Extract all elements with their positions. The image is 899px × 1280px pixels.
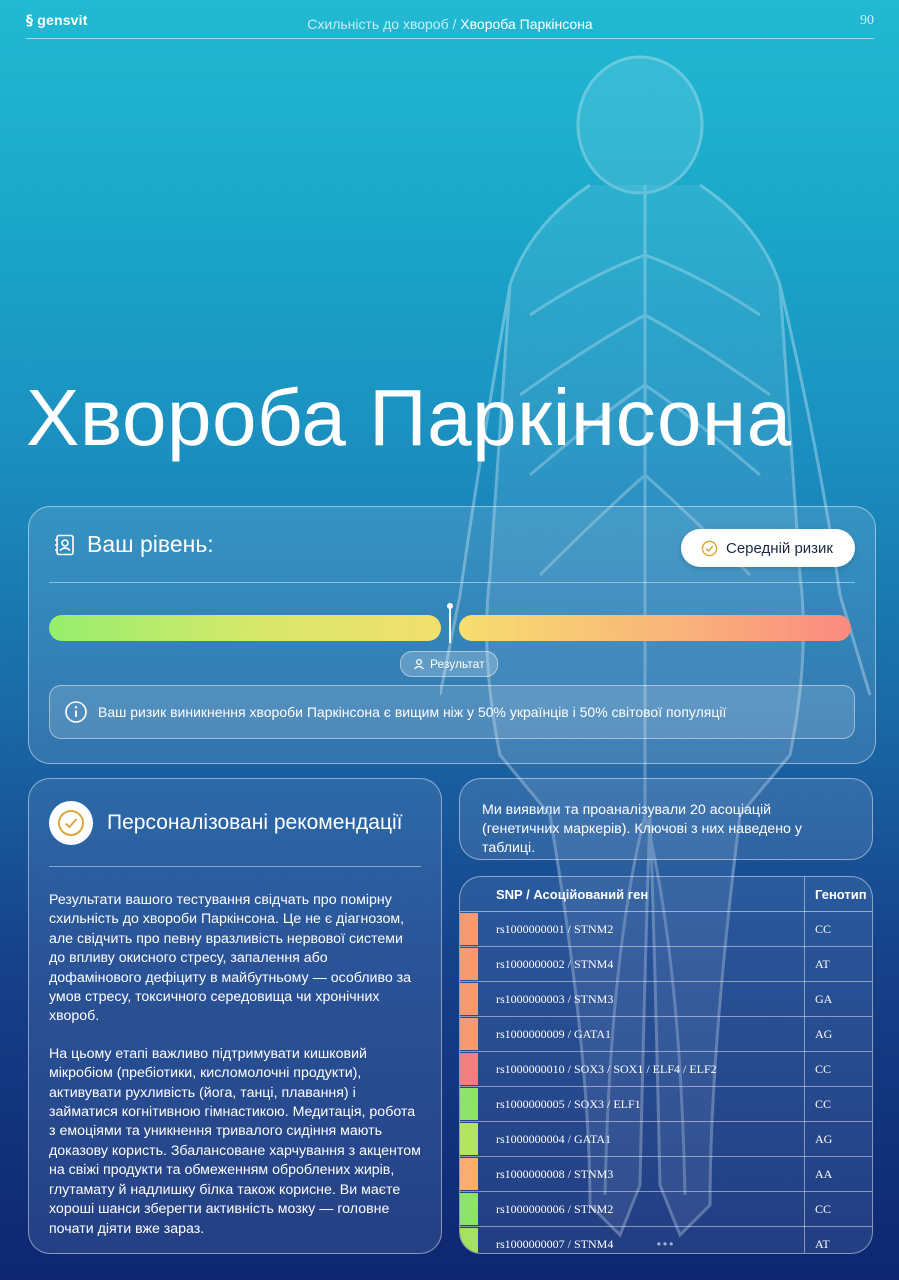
table-header-genotype: Генотип bbox=[805, 877, 873, 912]
snp-table-card bbox=[459, 876, 873, 1254]
genotype-cell: CC bbox=[805, 1192, 873, 1227]
result-chip-label: Результат bbox=[430, 657, 485, 671]
snp-cell: rs1000000005 / SOX3 / ELF1 bbox=[478, 1087, 805, 1122]
snp-cell: rs1000000004 / GATA1 bbox=[478, 1122, 805, 1157]
risk-info-box bbox=[49, 685, 855, 739]
risk-color-swatch-fill bbox=[460, 1018, 478, 1050]
more-rows-indicator: ••• bbox=[656, 1237, 676, 1251]
breadcrumb-separator: / bbox=[448, 16, 461, 32]
snp-cell: rs1000000001 / STNM2 bbox=[478, 912, 805, 947]
risk-color-swatch bbox=[460, 912, 478, 947]
breadcrumb-section[interactable]: Схильність до хвороб bbox=[307, 16, 449, 32]
table-row bbox=[460, 947, 872, 982]
table-row bbox=[460, 1122, 872, 1157]
risk-info-text: Ваш ризик виникнення хвороби Паркінсона є вищим ніж у 50% українців і 50% світової популяції bbox=[98, 704, 727, 720]
risk-color-swatch bbox=[460, 1192, 478, 1227]
level-label: Ваш рівень: bbox=[87, 531, 214, 557]
snp-cell: rs1000000008 / STNM3 bbox=[478, 1157, 805, 1192]
table-header-snp: SNP / Асоційований ген bbox=[478, 877, 805, 912]
risk-color-swatch bbox=[460, 982, 478, 1017]
risk-color-swatch-fill bbox=[460, 983, 478, 1015]
genotype-cell: CC bbox=[805, 1087, 873, 1122]
check-badge-icon bbox=[56, 808, 86, 838]
risk-color-swatch bbox=[460, 1017, 478, 1052]
check-circle-icon bbox=[701, 540, 718, 557]
risk-color-swatch-fill bbox=[460, 1053, 478, 1085]
recommendations-divider bbox=[49, 866, 421, 867]
table-row bbox=[460, 912, 872, 947]
info-icon bbox=[64, 700, 88, 724]
table-row bbox=[460, 1157, 872, 1192]
recommendations-title: Персоналізовані рекомендації bbox=[107, 811, 403, 834]
risk-color-swatch-fill bbox=[460, 913, 478, 945]
table-row bbox=[460, 1052, 872, 1087]
snp-cell: rs1000000009 / GATA1 bbox=[478, 1017, 805, 1052]
recommendations-body bbox=[49, 891, 423, 1257]
recommendations-icon-wrap bbox=[49, 801, 93, 845]
genotype-cell: AT bbox=[805, 1227, 873, 1255]
snp-table bbox=[460, 877, 872, 1254]
genotype-cell: CC bbox=[805, 1052, 873, 1087]
snp-cell: rs1000000006 / STNM2 bbox=[478, 1192, 805, 1227]
risk-color-swatch-fill bbox=[460, 948, 478, 980]
result-marker bbox=[449, 605, 451, 643]
page-header bbox=[26, 10, 874, 39]
table-row bbox=[460, 982, 872, 1017]
associations-card bbox=[459, 778, 873, 860]
risk-color-swatch-fill bbox=[460, 1123, 478, 1155]
table-row bbox=[460, 1192, 872, 1227]
risk-bar-high bbox=[459, 615, 851, 641]
risk-color-swatch bbox=[460, 947, 478, 982]
risk-level-card bbox=[28, 506, 876, 764]
contact-book-icon bbox=[53, 533, 77, 557]
associations-text: Ми виявили та проаналізували 20 асоціацій (генетичних маркерів). Ключові з них наведено у таблиці. bbox=[482, 802, 802, 856]
risk-color-swatch bbox=[460, 1052, 478, 1087]
risk-color-swatch-fill bbox=[460, 1158, 478, 1190]
snp-cell: rs1000000003 / STNM3 bbox=[478, 982, 805, 1017]
risk-color-swatch bbox=[460, 1087, 478, 1122]
table-row bbox=[460, 1087, 872, 1122]
recommendations-paragraph-2: На цьому етапі важливо підтримувати кишковий мікробіом (пребіотики, кисломолочні продукти), активувати рухливість (йога, танці, плавання) і займатися когнітивною гімнастикою. Медитація, робота з емоціями та уникнення тривалого сидіння мають доказову користь. Збалансоване харчування з акцентом на свіжі продукти та обмеженням оброблених жирів, глутамату й надлишку білка також корисне. Ви маєте хороші шанси зберегти активність мозку — головне почати діяти вже зараз. bbox=[49, 1045, 421, 1237]
risk-color-swatch bbox=[460, 1122, 478, 1157]
risk-color-swatch bbox=[460, 1157, 478, 1192]
result-chip bbox=[400, 651, 498, 677]
snp-cell: rs1000000010 / SOX3 / SOX1 / ELF4 / ELF2 bbox=[478, 1052, 805, 1087]
snp-cell: rs1000000002 / STNM4 bbox=[478, 947, 805, 982]
breadcrumb-current: Хвороба Паркінсона bbox=[460, 16, 593, 32]
table-header-row bbox=[460, 877, 872, 912]
genotype-cell: AG bbox=[805, 1017, 873, 1052]
genotype-cell: CC bbox=[805, 912, 873, 947]
snp-cell: rs1000000007 / STNM4 bbox=[478, 1227, 805, 1255]
risk-bar-low bbox=[49, 615, 441, 641]
level-divider bbox=[49, 582, 855, 583]
genotype-cell: AA bbox=[805, 1157, 873, 1192]
user-icon bbox=[413, 658, 425, 670]
genotype-cell: AG bbox=[805, 1122, 873, 1157]
recommendations-card bbox=[28, 778, 442, 1254]
risk-color-swatch-fill bbox=[460, 1088, 478, 1120]
risk-badge[interactable] bbox=[681, 529, 855, 567]
recommendations-paragraph-1: Результати вашого тестування свідчать про помірну схильність до хвороби Паркінсона. Це не є діагнозом, але свідчить про певну вразливість нервової системи до впливу окисного стресу, запалення або дофамінового дефіциту в майбутньому — особливо за умов стресу, токсичного середовища чи хронічних хвороб. bbox=[49, 892, 412, 1025]
page-number: 90 bbox=[860, 13, 874, 28]
genotype-cell: AT bbox=[805, 947, 873, 982]
risk-badge-label: Середній ризик bbox=[726, 539, 833, 557]
page-title: Хвороба Паркінсона bbox=[26, 373, 792, 462]
table-body bbox=[460, 912, 872, 1255]
dna-icon: § bbox=[26, 13, 34, 29]
table-row bbox=[460, 1017, 872, 1052]
risk-color-swatch-fill bbox=[460, 1193, 478, 1225]
brand-logo: § gensvit bbox=[26, 12, 88, 29]
recommendations-heading bbox=[49, 801, 402, 845]
genotype-cell: GA bbox=[805, 982, 873, 1017]
table-header-swatch bbox=[460, 877, 478, 912]
breadcrumb bbox=[26, 16, 874, 32]
level-heading bbox=[53, 531, 214, 558]
